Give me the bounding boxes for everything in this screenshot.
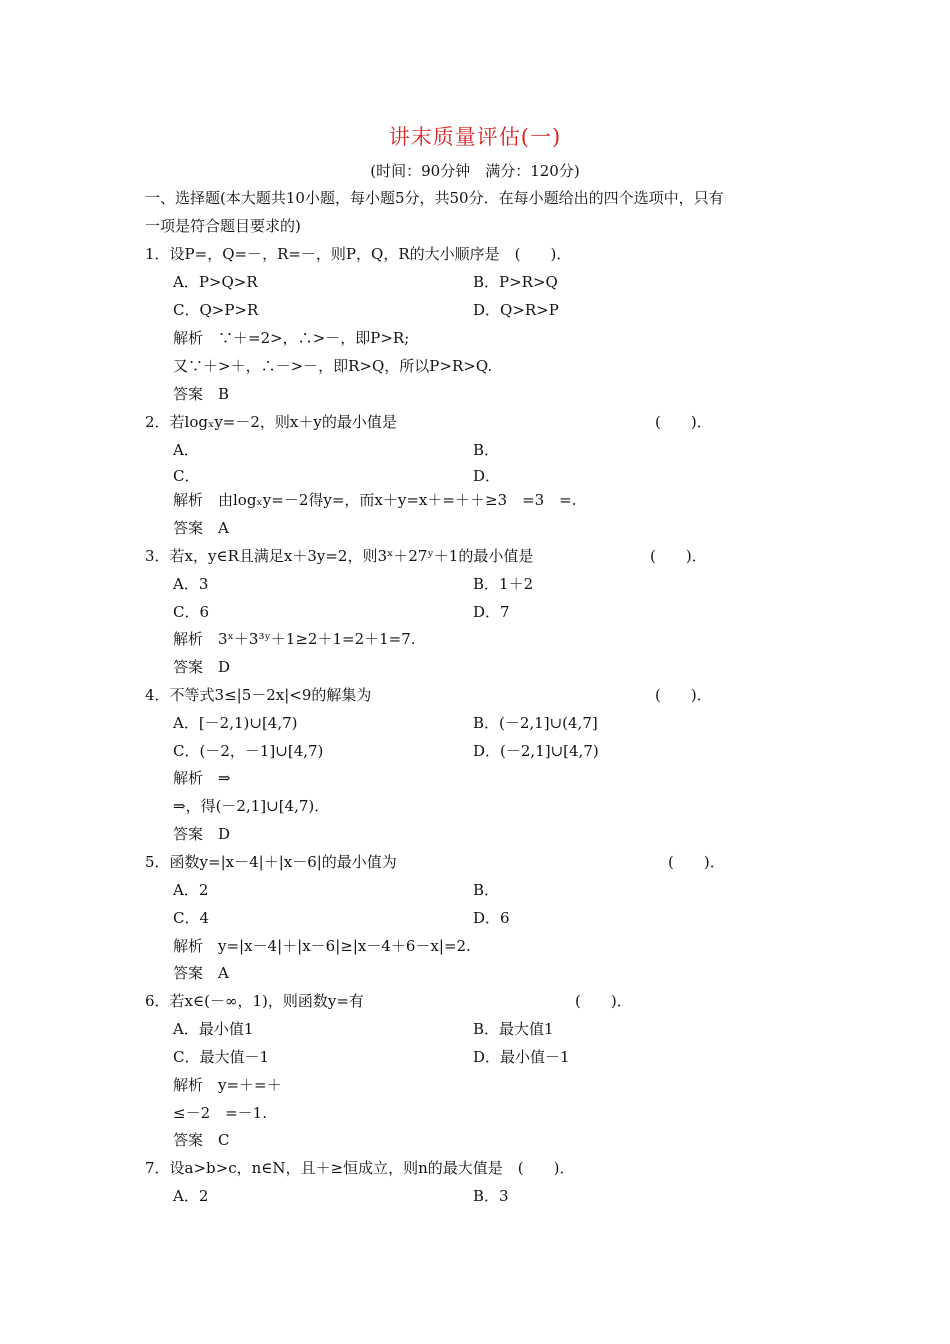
section-heading-cont: 一项是符合题目要求的) <box>145 217 301 235</box>
question-5-analysis: 解析 y=|x－4|＋|x－6|≥|x－4＋6－x|=2. <box>173 937 471 955</box>
question-6-answer-blank: ( )． <box>575 992 632 1010</box>
question-2-option-b: B． <box>473 441 500 459</box>
question-4-analysis: 解析 ⇒ <box>173 769 231 787</box>
question-3-answer-blank: ( )． <box>650 547 707 565</box>
question-6-stem: 6．若x∈(－∞，1)，则函数y=有 <box>145 992 364 1010</box>
question-6-answer: 答案 C <box>173 1131 230 1149</box>
question-4-analysis-cont: ⇒，得(－2,1]∪[4,7)． <box>173 797 330 815</box>
question-5-option-d: D．6 <box>473 909 510 927</box>
question-6-option-d: D．最小值－1 <box>473 1048 570 1066</box>
question-7-stem: 7．设a>b>c，n∈N，且＋≥恒成立，则n的最大值是 ( )． <box>145 1159 575 1177</box>
question-4-option-c: C．(－2，－1]∪[4,7) <box>173 742 324 760</box>
question-4-option-d: D．(－2,1]∪[4,7) <box>473 742 599 760</box>
question-5-stem: 5．函数y=|x－4|＋|x－6|的最小值为 <box>145 853 397 871</box>
question-6-option-b: B．最大值1 <box>473 1020 554 1038</box>
question-3-answer: 答案 D <box>173 658 231 676</box>
question-5-answer: 答案 A <box>173 964 229 982</box>
question-5-option-c: C．4 <box>173 909 210 927</box>
question-4-answer-blank: ( )． <box>655 686 712 704</box>
question-2-stem: 2．若logₓy=－2，则x＋y的最小值是 <box>145 413 397 431</box>
question-4-option-b: B．(－2,1]∪(4,7] <box>473 714 598 732</box>
question-6-option-c: C．最大值－1 <box>173 1048 270 1066</box>
question-1-option-c: C．Q>P>R <box>173 301 259 319</box>
question-1-analysis-cont: 又∵＋>＋，∴－>－，即R>Q，所以P>R>Q. <box>173 357 493 375</box>
question-6-option-a: A．最小值1 <box>173 1020 254 1038</box>
question-3-option-d: D．7 <box>473 603 510 621</box>
question-3-stem: 3．若x，y∈R且满足x＋3y=2，则3ˣ＋27ʸ＋1的最小值是 <box>145 547 534 565</box>
question-3-option-b: B．1＋2 <box>473 575 534 593</box>
question-2-option-a: A． <box>173 441 199 459</box>
question-6-analysis: 解析 y=＋=＋ <box>173 1076 282 1094</box>
question-5-answer-blank: ( )． <box>668 853 725 871</box>
question-4-stem: 4．不等式3≤|5－2x|<9的解集为 <box>145 686 372 704</box>
question-3-option-c: C．6 <box>173 603 210 621</box>
question-2-option-c: C． <box>173 467 200 485</box>
question-1-analysis: 解析 ∵＋=2>，∴>－，即P>R; <box>173 329 410 347</box>
question-4-option-a: A．[－2,1)∪[4,7) <box>173 714 298 732</box>
question-7-option-b: B．3 <box>473 1187 509 1205</box>
question-1-answer: 答案 B <box>173 385 230 403</box>
question-3-option-a: A．3 <box>173 575 209 593</box>
question-1-option-a: A．P>Q>R <box>173 273 258 291</box>
question-7-option-a: A．2 <box>173 1187 209 1205</box>
question-1-option-d: D．Q>R>P <box>473 301 559 319</box>
question-2-analysis: 解析 由logₓy=－2得y=，而x＋y=x＋=＋＋≥3 =3 =. <box>173 491 577 509</box>
question-6-analysis-cont: ≤－2 =－1. <box>173 1104 267 1122</box>
exam-info: (时间：90分钟 满分：120分) <box>370 162 580 180</box>
question-5-option-a: A．2 <box>173 881 209 899</box>
section-heading: 一、选择题(本大题共10小题，每小题5分，共50分．在每小题给出的四个选项中，只有 <box>145 189 724 207</box>
question-3-analysis: 解析 3ˣ＋3³ʸ＋1≥2＋1=2＋1=7. <box>173 630 416 648</box>
question-5-option-b: B． <box>473 881 500 899</box>
question-2-answer: 答案 A <box>173 519 229 537</box>
page-title: 讲末质量评估(一) <box>388 125 562 149</box>
question-1-stem: 1．设P=，Q=－，R=－，则P，Q，R的大小顺序是 ( )． <box>145 245 572 263</box>
question-2-option-d: D． <box>473 467 501 485</box>
question-1-option-b: B．P>R>Q <box>473 273 558 291</box>
question-2-answer-blank: ( )． <box>655 413 712 431</box>
question-4-answer: 答案 D <box>173 825 231 843</box>
